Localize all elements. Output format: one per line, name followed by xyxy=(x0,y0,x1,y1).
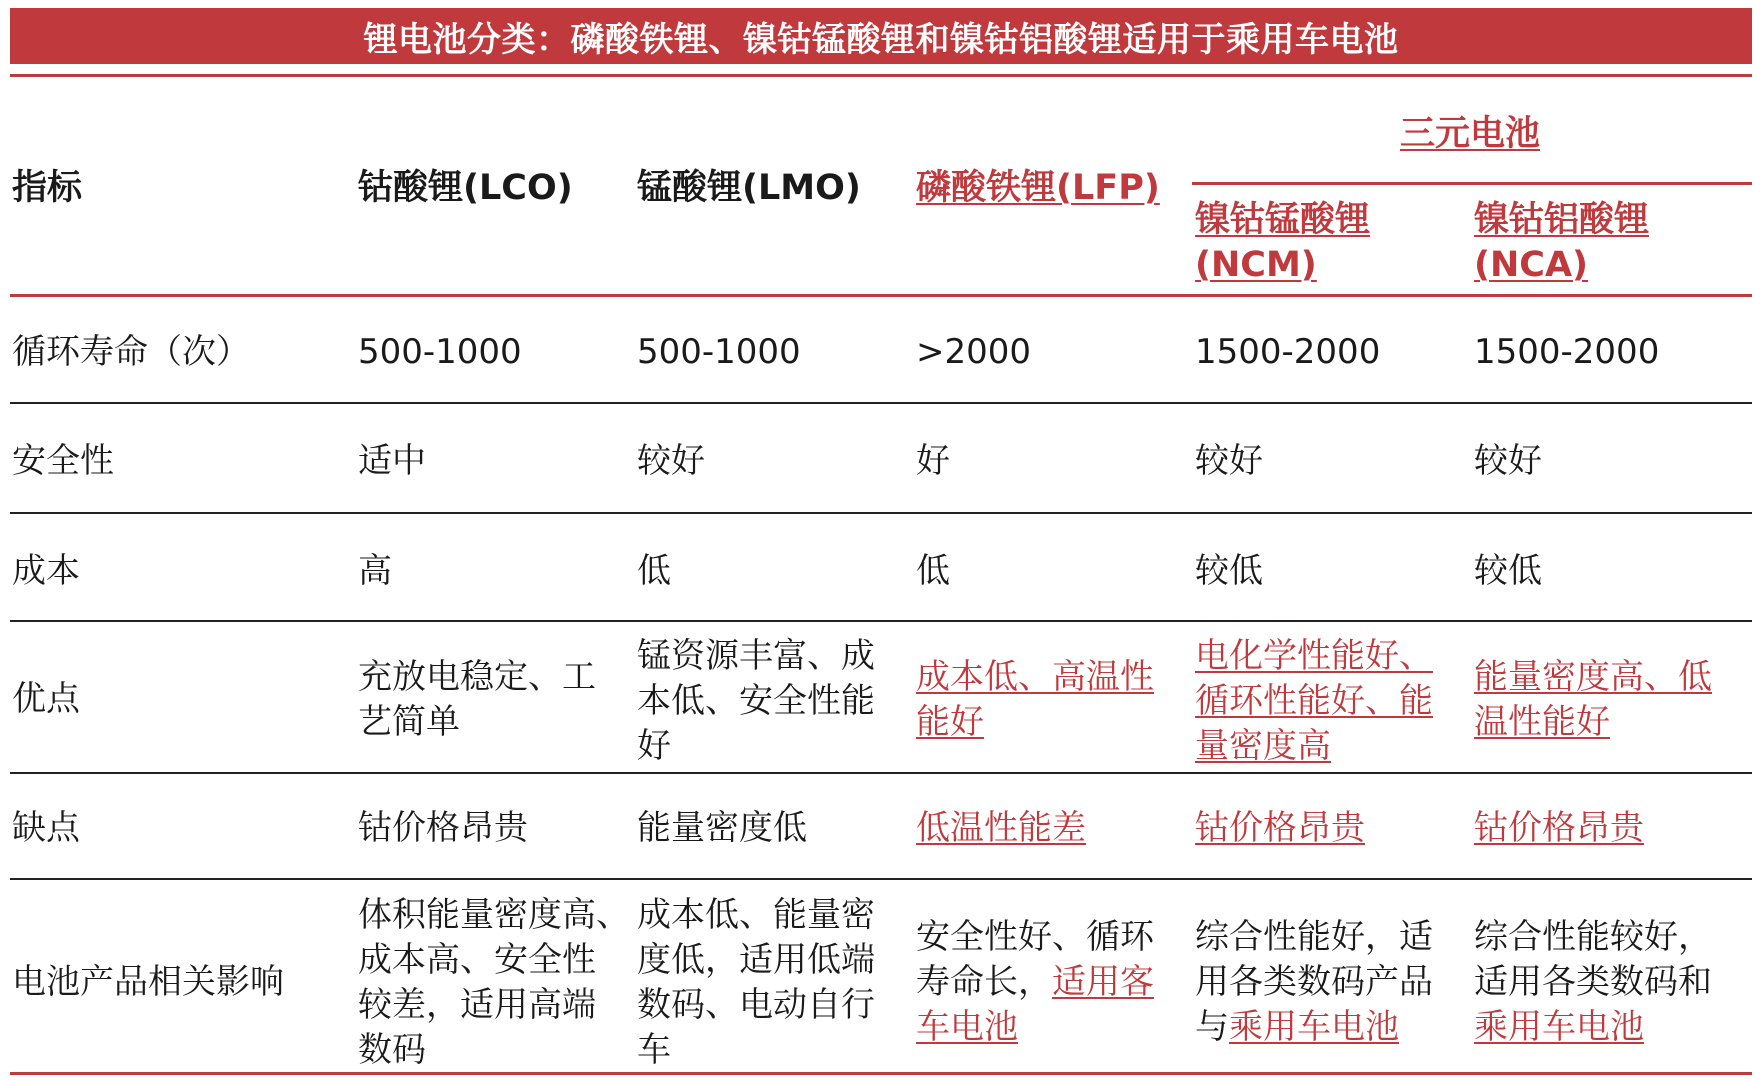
row-label-pros: 优点 xyxy=(12,679,80,719)
cell-cons-lmo: 能量密度低 xyxy=(637,808,807,848)
cell-pros-ncm: 电化学性能好、 循环性能好、能 量密度高 xyxy=(1195,636,1433,766)
row-label-cycle: 循环寿命（次） xyxy=(12,332,250,372)
row-divider xyxy=(10,620,1752,622)
cell-impact-ncm: 综合性能好，适 用各类数码产品 与乘用车电池 xyxy=(1195,917,1433,1047)
cell-safety-lmo: 较好 xyxy=(637,441,705,481)
header-lco: 钴酸锂(LCO) xyxy=(358,168,573,208)
cell-safety-lfp: 好 xyxy=(916,441,950,481)
cell-impact-nca: 综合性能较好， 适用各类数码和 乘用车电池 xyxy=(1474,917,1712,1047)
cell-cycle-lco: 500-1000 xyxy=(358,332,522,372)
row-divider xyxy=(10,772,1752,774)
cell-pros-lmo: 锰资源丰富、成 本低、安全性能 好 xyxy=(637,636,875,766)
cell-cons-ncm: 钴价格昂贵 xyxy=(1195,808,1365,848)
ternary-divider xyxy=(1192,182,1752,185)
header-indicator: 指标 xyxy=(12,168,83,208)
cell-cost-nca: 较低 xyxy=(1474,551,1542,591)
title-underline xyxy=(10,74,1752,77)
cell-cycle-lfp: >2000 xyxy=(916,332,1032,372)
cell-safety-nca: 较好 xyxy=(1474,441,1542,481)
row-label-impact: 电池产品相关影响 xyxy=(12,962,284,1002)
cell-cost-lfp: 低 xyxy=(916,551,950,591)
table-bottom-rule xyxy=(10,1072,1752,1075)
cell-impact-lfp: 安全性好、循环 寿命长，适用客 车电池 xyxy=(916,917,1154,1047)
header-lmo: 锰酸锂(LMO) xyxy=(637,168,861,208)
row-label-cost: 成本 xyxy=(12,551,80,591)
cell-cycle-ncm: 1500-2000 xyxy=(1195,332,1381,372)
row-divider xyxy=(10,512,1752,514)
row-divider xyxy=(10,402,1752,404)
header-nca: 镍钴铝酸锂 (NCA) xyxy=(1474,200,1650,285)
cell-impact-lco: 体积能量密度高、 成本高、安全性 较差，适用高端 数码 xyxy=(358,895,630,1070)
cell-cost-lmo: 低 xyxy=(637,551,671,591)
header-ncm: 镍钴锰酸锂 (NCM) xyxy=(1195,200,1371,285)
table-title: 锂电池分类：磷酸铁锂、镍钴锰酸锂和镍钴铝酸锂适用于乘用车电池 xyxy=(10,8,1752,64)
row-divider xyxy=(10,878,1752,880)
cell-pros-lfp: 成本低、高温性 能好 xyxy=(916,657,1154,742)
impact-ncm-highlight: 乘用车电池 xyxy=(1229,1007,1399,1047)
row-label-cons: 缺点 xyxy=(12,808,80,848)
header-divider xyxy=(10,294,1752,297)
cell-cons-lco: 钴价格昂贵 xyxy=(358,808,528,848)
cell-safety-lco: 适中 xyxy=(358,441,426,481)
cell-cycle-nca: 1500-2000 xyxy=(1474,332,1660,372)
cell-impact-lmo: 成本低、能量密 度低，适用低端 数码、电动自行 车 xyxy=(637,895,875,1070)
cell-cycle-lmo: 500-1000 xyxy=(637,332,801,372)
cell-cost-ncm: 较低 xyxy=(1195,551,1263,591)
impact-lfp-highlight: 适用客 xyxy=(1052,962,1154,1002)
row-label-safety: 安全性 xyxy=(12,441,114,481)
impact-nca-highlight: 乘用车电池 xyxy=(1474,1007,1644,1047)
header-lfp: 磷酸铁锂(LFP) xyxy=(916,168,1160,208)
cell-safety-ncm: 较好 xyxy=(1195,441,1263,481)
header-ternary: 三元电池 xyxy=(1400,114,1541,154)
cell-cons-nca: 钴价格昂贵 xyxy=(1474,808,1644,848)
cell-pros-nca: 能量密度高、低 温性能好 xyxy=(1474,657,1712,742)
cell-cost-lco: 高 xyxy=(358,551,392,591)
cell-pros-lco: 充放电稳定、工 艺简单 xyxy=(358,657,596,742)
cell-cons-lfp: 低温性能差 xyxy=(916,808,1086,848)
